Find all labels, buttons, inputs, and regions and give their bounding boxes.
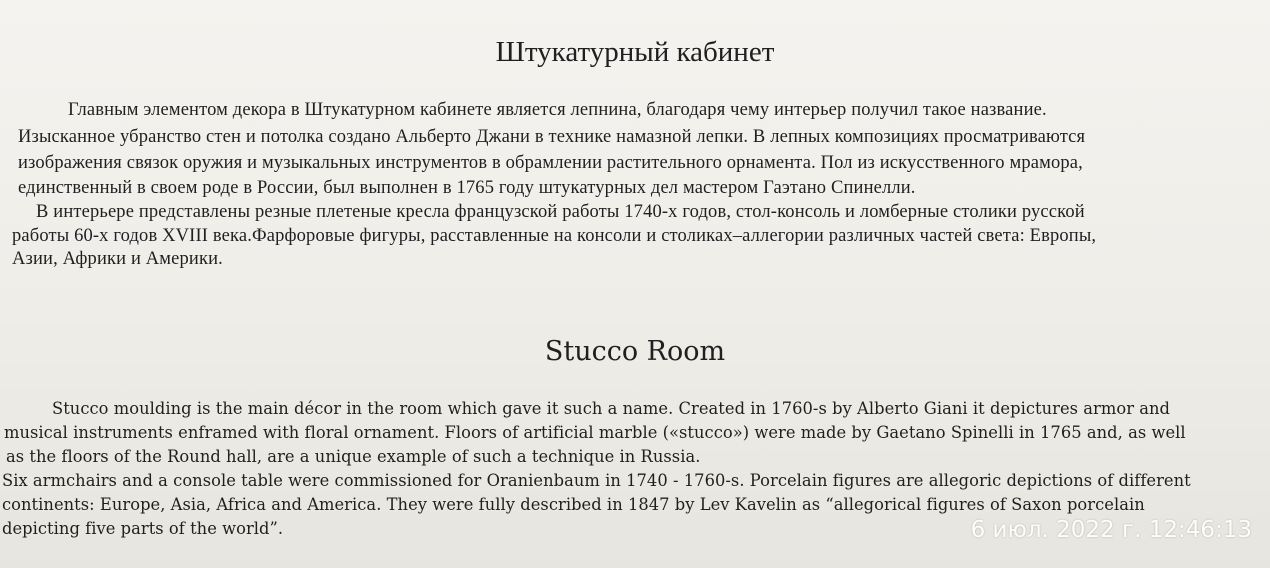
ru-line: В интерьере представлены резные плетеные кресла французской работы 1740-х годов, стол-консоль и ломберные столики русской	[36, 202, 1085, 222]
ru-line: единственный в своем роде в России, был выполнен в 1765 году штукатурных дел мастером Гаэтано Спинелли.	[18, 178, 916, 198]
en-line: as the floors of the Round hall, are a unique example of such a technique in Russia.	[6, 447, 701, 466]
en-line: continents: Europe, Asia, Africa and America. They were fully described in 1847 by Lev Kavelin as “allegorical figures of Saxon porcelain	[2, 495, 1145, 514]
ru-line: Азии, Африки и Америки.	[12, 249, 223, 269]
photo-timestamp: 6 июл. 2022 г. 12:46:13	[970, 517, 1252, 543]
en-line: depicting five parts of the world”.	[2, 519, 284, 538]
ru-line: Изысканное убранство стен и потолка создано Альберто Джани в технике намазной лепки. В лепных композициях просматриваются	[18, 127, 1086, 147]
en-line: musical instruments enframed with floral ornament. Floors of artificial marble («stucco») were made by Gaetano Spinelli in 1765 and, as well	[4, 423, 1186, 442]
en-line: Six armchairs and a console table were commissioned for Oranienbaum in 1740 - 1760-s. Porcelain figures are allegoric depictions of different	[2, 471, 1191, 490]
ru-line: Главным элементом декора в Штукатурном кабинете является лепнина, благодаря чему интерьер получил такое название.	[68, 100, 1047, 120]
en-line: Stucco moulding is the main décor in the room which gave it such a name. Created in 1760-s by Alberto Giani it depictures armor and	[52, 399, 1171, 418]
title-english: Stucco Room	[544, 336, 726, 367]
ru-line: изображения связок оружия и музыкальных инструментов в обрамлении растительного орнамента. Пол из искусственного мрамора,	[18, 153, 1083, 173]
title-russian: Штукатурный кабинет	[495, 36, 775, 68]
ru-line: работы 60-х годов XVIII века.Фарфоровые фигуры, расставленные на консоли и столиках–аллегории различных частей света: Европы,	[12, 226, 1097, 246]
